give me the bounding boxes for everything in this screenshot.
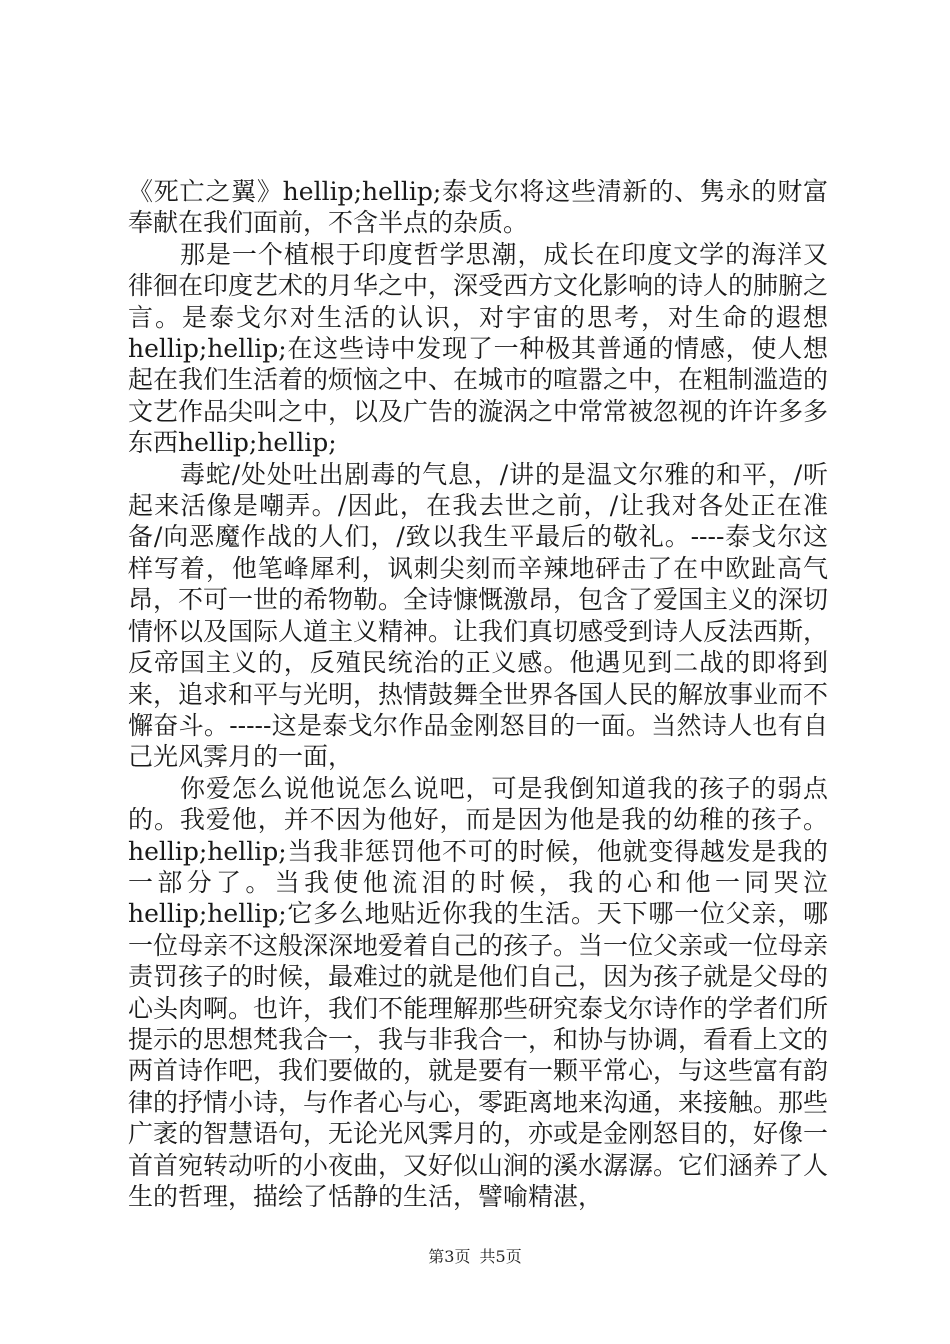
page-number-footer: 第3页 共5页 [428,1247,522,1266]
paragraph-2: 那是一个植根于印度哲学思潮，成长在印度文学的海洋又徘徊在印度艺术的月华之中，深受西方文化影响的诗人的肺腑之言。是泰戈尔对生活的认识，对宇宙的思考，对生命的遐想hellip;hellip;在这些诗中发现了一种极其普通的情感，使人想起在我们生活着的烦恼之中、在城市的喧嚣之中，在粗制滥造的文艺作品尖叫之中，以及广告的漩涡之中常常被忽视的许许多多东西hellip;hellip; [128,239,829,458]
paragraph-4: 你爱怎么说他说怎么说吧，可是我倒知道我的孩子的弱点的。我爱他，并不因为他好，而是因为他是我的幼稚的孩子。hellip;hellip;当我非惩罚他不可的时候，他就变得越发是我的一部分了。当我使他流泪的时候，我的心和他一同哭泣hellip;hellip;它多么地贴近你我的生活。天下哪一位父亲，哪一位母亲不这般深深地爱着自己的孩子。当一位父亲或一位母亲责罚孩子的时候，最难过的就是他们自己，因为孩子就是父母的心头肉啊。也许，我们不能理解那些研究泰戈尔诗作的学者们所提示的思想梵我合一，我与非我合一，和协与协调，看看上文的两首诗作吧，我们要做的，就是要有一颗平常心，与这些富有韵律的抒情小诗，与作者心与心，零距离地来沟通，来接触。那些广袤的智慧语句，无论光风霁月的，亦或是金刚怒目的，好像一首首宛转动听的小夜曲，又好似山涧的溪水潺潺。它们涵养了人生的哲理，描绘了恬静的生活，譬喻精湛， [128,773,829,1211]
document-body [128,176,828,1212]
paragraph-1: 《死亡之翼》hellip;hellip;泰戈尔将这些清新的、隽永的财富奉献在我们面前，不含半点的杂质。 [128,177,828,238]
paragraph-3: 毒蛇/处处吐出剧毒的气息，/讲的是温文尔雅的和平，/听起来活像是嘲弄。/因此，在我去世之前，/让我对各处正在准备/向恶魔作战的人们，/致以我生平最后的敬礼。----泰戈尔这样写着，他笔峰犀利，讽刺尖刻而辛辣地砰击了在中欧趾高气昂，不可一世的希物勒。全诗慷慨激昂，包含了爱国主义的深切情怀以及国际人道主义精神。让我们真切感受到诗人反法西斯，反帝国主义的，反殖民统治的正义感。他遇见到二战的即将到来，追求和平与光明，热情鼓舞全世界各国人民的解放事业而不懈奋斗。-----这是泰戈尔作品金刚怒目的一面。当然诗人也有自己光风霁月的一面， [128,459,829,772]
